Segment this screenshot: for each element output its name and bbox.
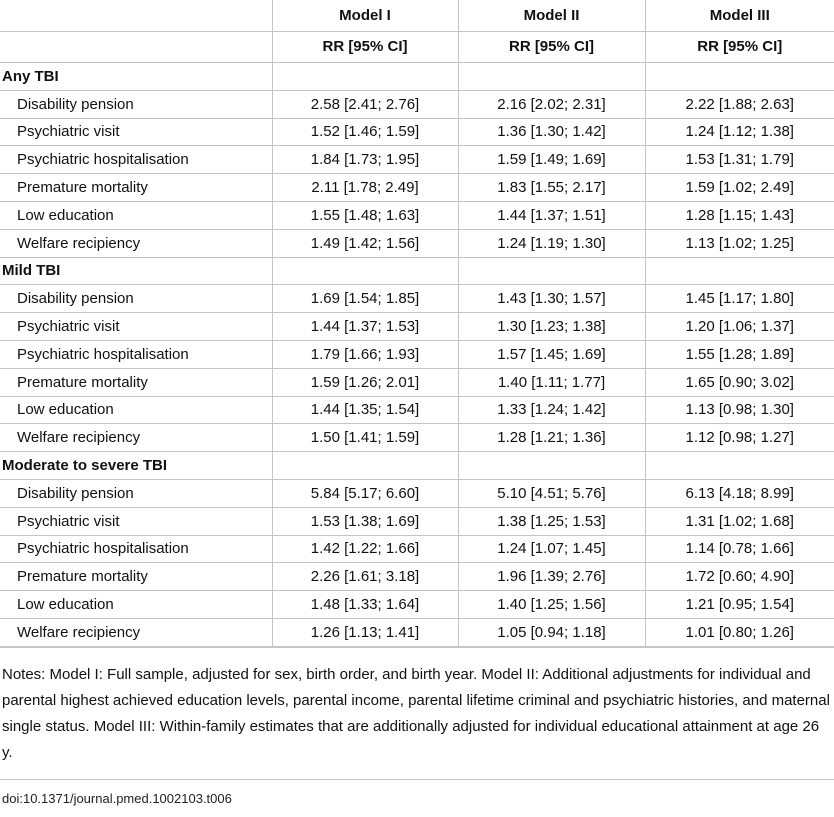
table-row — [0, 201, 834, 229]
table-row — [0, 396, 834, 424]
table-row — [0, 424, 834, 452]
model-1-value: 2.58 [2.41; 2.76] — [272, 90, 458, 118]
model-3-value: 1.24 [1.12; 1.38] — [645, 118, 834, 146]
table-row — [0, 479, 834, 507]
model-2-header: Model II — [458, 0, 645, 31]
model-1-value: 1.53 [1.38; 1.69] — [272, 507, 458, 535]
empty-cell — [458, 63, 645, 91]
model-1-value: 1.49 [1.42; 1.56] — [272, 229, 458, 257]
model-3-value: 1.59 [1.02; 2.49] — [645, 174, 834, 202]
model-1-value: 1.55 [1.48; 1.63] — [272, 201, 458, 229]
group-title: Any TBI — [0, 63, 272, 91]
table-row — [0, 563, 834, 591]
model-2-stat-header: RR [95% CI] — [458, 31, 645, 63]
table-row — [0, 229, 834, 257]
outcome-label: Premature mortality — [0, 563, 272, 591]
outcome-label: Premature mortality — [0, 368, 272, 396]
model-3-value: 1.12 [0.98; 1.27] — [645, 424, 834, 452]
model-3-value: 1.65 [0.90; 3.02] — [645, 368, 834, 396]
model-3-value: 1.55 [1.28; 1.89] — [645, 340, 834, 368]
outcome-label: Psychiatric visit — [0, 118, 272, 146]
model-3-value: 1.21 [0.95; 1.54] — [645, 591, 834, 619]
model-3-value: 1.20 [1.06; 1.37] — [645, 313, 834, 341]
outcome-label: Welfare recipiency — [0, 618, 272, 646]
table-row — [0, 146, 834, 174]
table-row — [0, 535, 834, 563]
table-row — [0, 368, 834, 396]
model-1-value: 1.79 [1.66; 1.93] — [272, 340, 458, 368]
outcome-label: Psychiatric hospitalisation — [0, 340, 272, 368]
model-2-value: 1.28 [1.21; 1.36] — [458, 424, 645, 452]
model-1-value: 1.59 [1.26; 2.01] — [272, 368, 458, 396]
model-3-value: 1.13 [1.02; 1.25] — [645, 229, 834, 257]
model-1-value: 1.69 [1.54; 1.85] — [272, 285, 458, 313]
model-2-value: 1.24 [1.19; 1.30] — [458, 229, 645, 257]
model-3-header: Model III — [645, 0, 834, 31]
model-3-value: 1.28 [1.15; 1.43] — [645, 201, 834, 229]
empty-cell — [458, 257, 645, 285]
model-2-value: 1.38 [1.25; 1.53] — [458, 507, 645, 535]
model-3-value: 1.01 [0.80; 1.26] — [645, 618, 834, 646]
model-1-stat-header: RR [95% CI] — [272, 31, 458, 63]
table-row — [0, 591, 834, 619]
outcome-label: Psychiatric hospitalisation — [0, 146, 272, 174]
model-1-value: 2.26 [1.61; 3.18] — [272, 563, 458, 591]
model-2-value: 1.36 [1.30; 1.42] — [458, 118, 645, 146]
group-title: Mild TBI — [0, 257, 272, 285]
model-2-value: 1.83 [1.55; 2.17] — [458, 174, 645, 202]
table-notes: Notes: Model I: Full sample, adjusted for sex, birth order, and birth year. Model II: Additional adjustments for individual and parental highest achieved education levels, parental income, parental lifetime criminal and psychiatric histories, and maternal single status. Model III: Within-family estimates that are additionally adjusted for individual educational attainment at age 26 y. — [0, 647, 834, 780]
model-3-stat-header: RR [95% CI] — [645, 31, 834, 63]
empty-cell — [645, 257, 834, 285]
model-3-value: 1.72 [0.60; 4.90] — [645, 563, 834, 591]
model-1-header: Model I — [272, 0, 458, 31]
model-3-value: 1.31 [1.02; 1.68] — [645, 507, 834, 535]
group-header-row — [0, 452, 834, 480]
outcome-label: Psychiatric visit — [0, 313, 272, 341]
model-2-value: 1.59 [1.49; 1.69] — [458, 146, 645, 174]
model-2-value: 2.16 [2.02; 2.31] — [458, 90, 645, 118]
outcome-label: Disability pension — [0, 285, 272, 313]
empty-cell — [645, 452, 834, 480]
empty-cell — [645, 63, 834, 91]
model-1-value: 1.50 [1.41; 1.59] — [272, 424, 458, 452]
outcome-label: Disability pension — [0, 479, 272, 507]
table-row — [0, 174, 834, 202]
group-header-row — [0, 63, 834, 91]
model-1-value: 1.26 [1.13; 1.41] — [272, 618, 458, 646]
table-row — [0, 118, 834, 146]
model-3-value: 2.22 [1.88; 2.63] — [645, 90, 834, 118]
model-3-value: 1.45 [1.17; 1.80] — [645, 285, 834, 313]
model-1-value: 1.84 [1.73; 1.95] — [272, 146, 458, 174]
model-3-value: 1.14 [0.78; 1.66] — [645, 535, 834, 563]
doi-citation: doi:10.1371/journal.pmed.1002103.t006 — [2, 790, 232, 806]
model-header-row — [0, 0, 834, 31]
model-2-value: 1.43 [1.30; 1.57] — [458, 285, 645, 313]
outcome-label: Welfare recipiency — [0, 229, 272, 257]
model-2-value: 1.33 [1.24; 1.42] — [458, 396, 645, 424]
empty-cell — [272, 63, 458, 91]
header-empty-cell — [0, 0, 272, 31]
model-1-value: 1.44 [1.37; 1.53] — [272, 313, 458, 341]
model-2-value: 1.05 [0.94; 1.18] — [458, 618, 645, 646]
model-2-value: 1.40 [1.11; 1.77] — [458, 368, 645, 396]
empty-cell — [458, 452, 645, 480]
header-empty-cell — [0, 31, 272, 63]
group-header-row — [0, 257, 834, 285]
model-1-value: 2.11 [1.78; 2.49] — [272, 174, 458, 202]
outcome-label: Low education — [0, 201, 272, 229]
outcome-label: Psychiatric hospitalisation — [0, 535, 272, 563]
model-2-value: 1.30 [1.23; 1.38] — [458, 313, 645, 341]
outcome-label: Welfare recipiency — [0, 424, 272, 452]
table-row — [0, 618, 834, 646]
group-title: Moderate to severe TBI — [0, 452, 272, 480]
model-2-value: 5.10 [4.51; 5.76] — [458, 479, 645, 507]
table-row — [0, 313, 834, 341]
model-3-value: 6.13 [4.18; 8.99] — [645, 479, 834, 507]
model-2-value: 1.57 [1.45; 1.69] — [458, 340, 645, 368]
model-1-value: 5.84 [5.17; 6.60] — [272, 479, 458, 507]
model-2-value: 1.96 [1.39; 2.76] — [458, 563, 645, 591]
model-2-value: 1.44 [1.37; 1.51] — [458, 201, 645, 229]
table-row — [0, 285, 834, 313]
outcome-label: Low education — [0, 591, 272, 619]
table-row — [0, 340, 834, 368]
table-row — [0, 507, 834, 535]
model-3-value: 1.53 [1.31; 1.79] — [645, 146, 834, 174]
empty-cell — [272, 452, 458, 480]
model-2-value: 1.24 [1.07; 1.45] — [458, 535, 645, 563]
model-1-value: 1.44 [1.35; 1.54] — [272, 396, 458, 424]
outcome-label: Premature mortality — [0, 174, 272, 202]
model-3-value: 1.13 [0.98; 1.30] — [645, 396, 834, 424]
outcome-label: Disability pension — [0, 90, 272, 118]
outcome-label: Psychiatric visit — [0, 507, 272, 535]
model-1-value: 1.48 [1.33; 1.64] — [272, 591, 458, 619]
model-1-value: 1.52 [1.46; 1.59] — [272, 118, 458, 146]
table-row — [0, 90, 834, 118]
model-2-value: 1.40 [1.25; 1.56] — [458, 591, 645, 619]
empty-cell — [272, 257, 458, 285]
model-1-value: 1.42 [1.22; 1.66] — [272, 535, 458, 563]
stat-header-row — [0, 31, 834, 63]
outcome-label: Low education — [0, 396, 272, 424]
